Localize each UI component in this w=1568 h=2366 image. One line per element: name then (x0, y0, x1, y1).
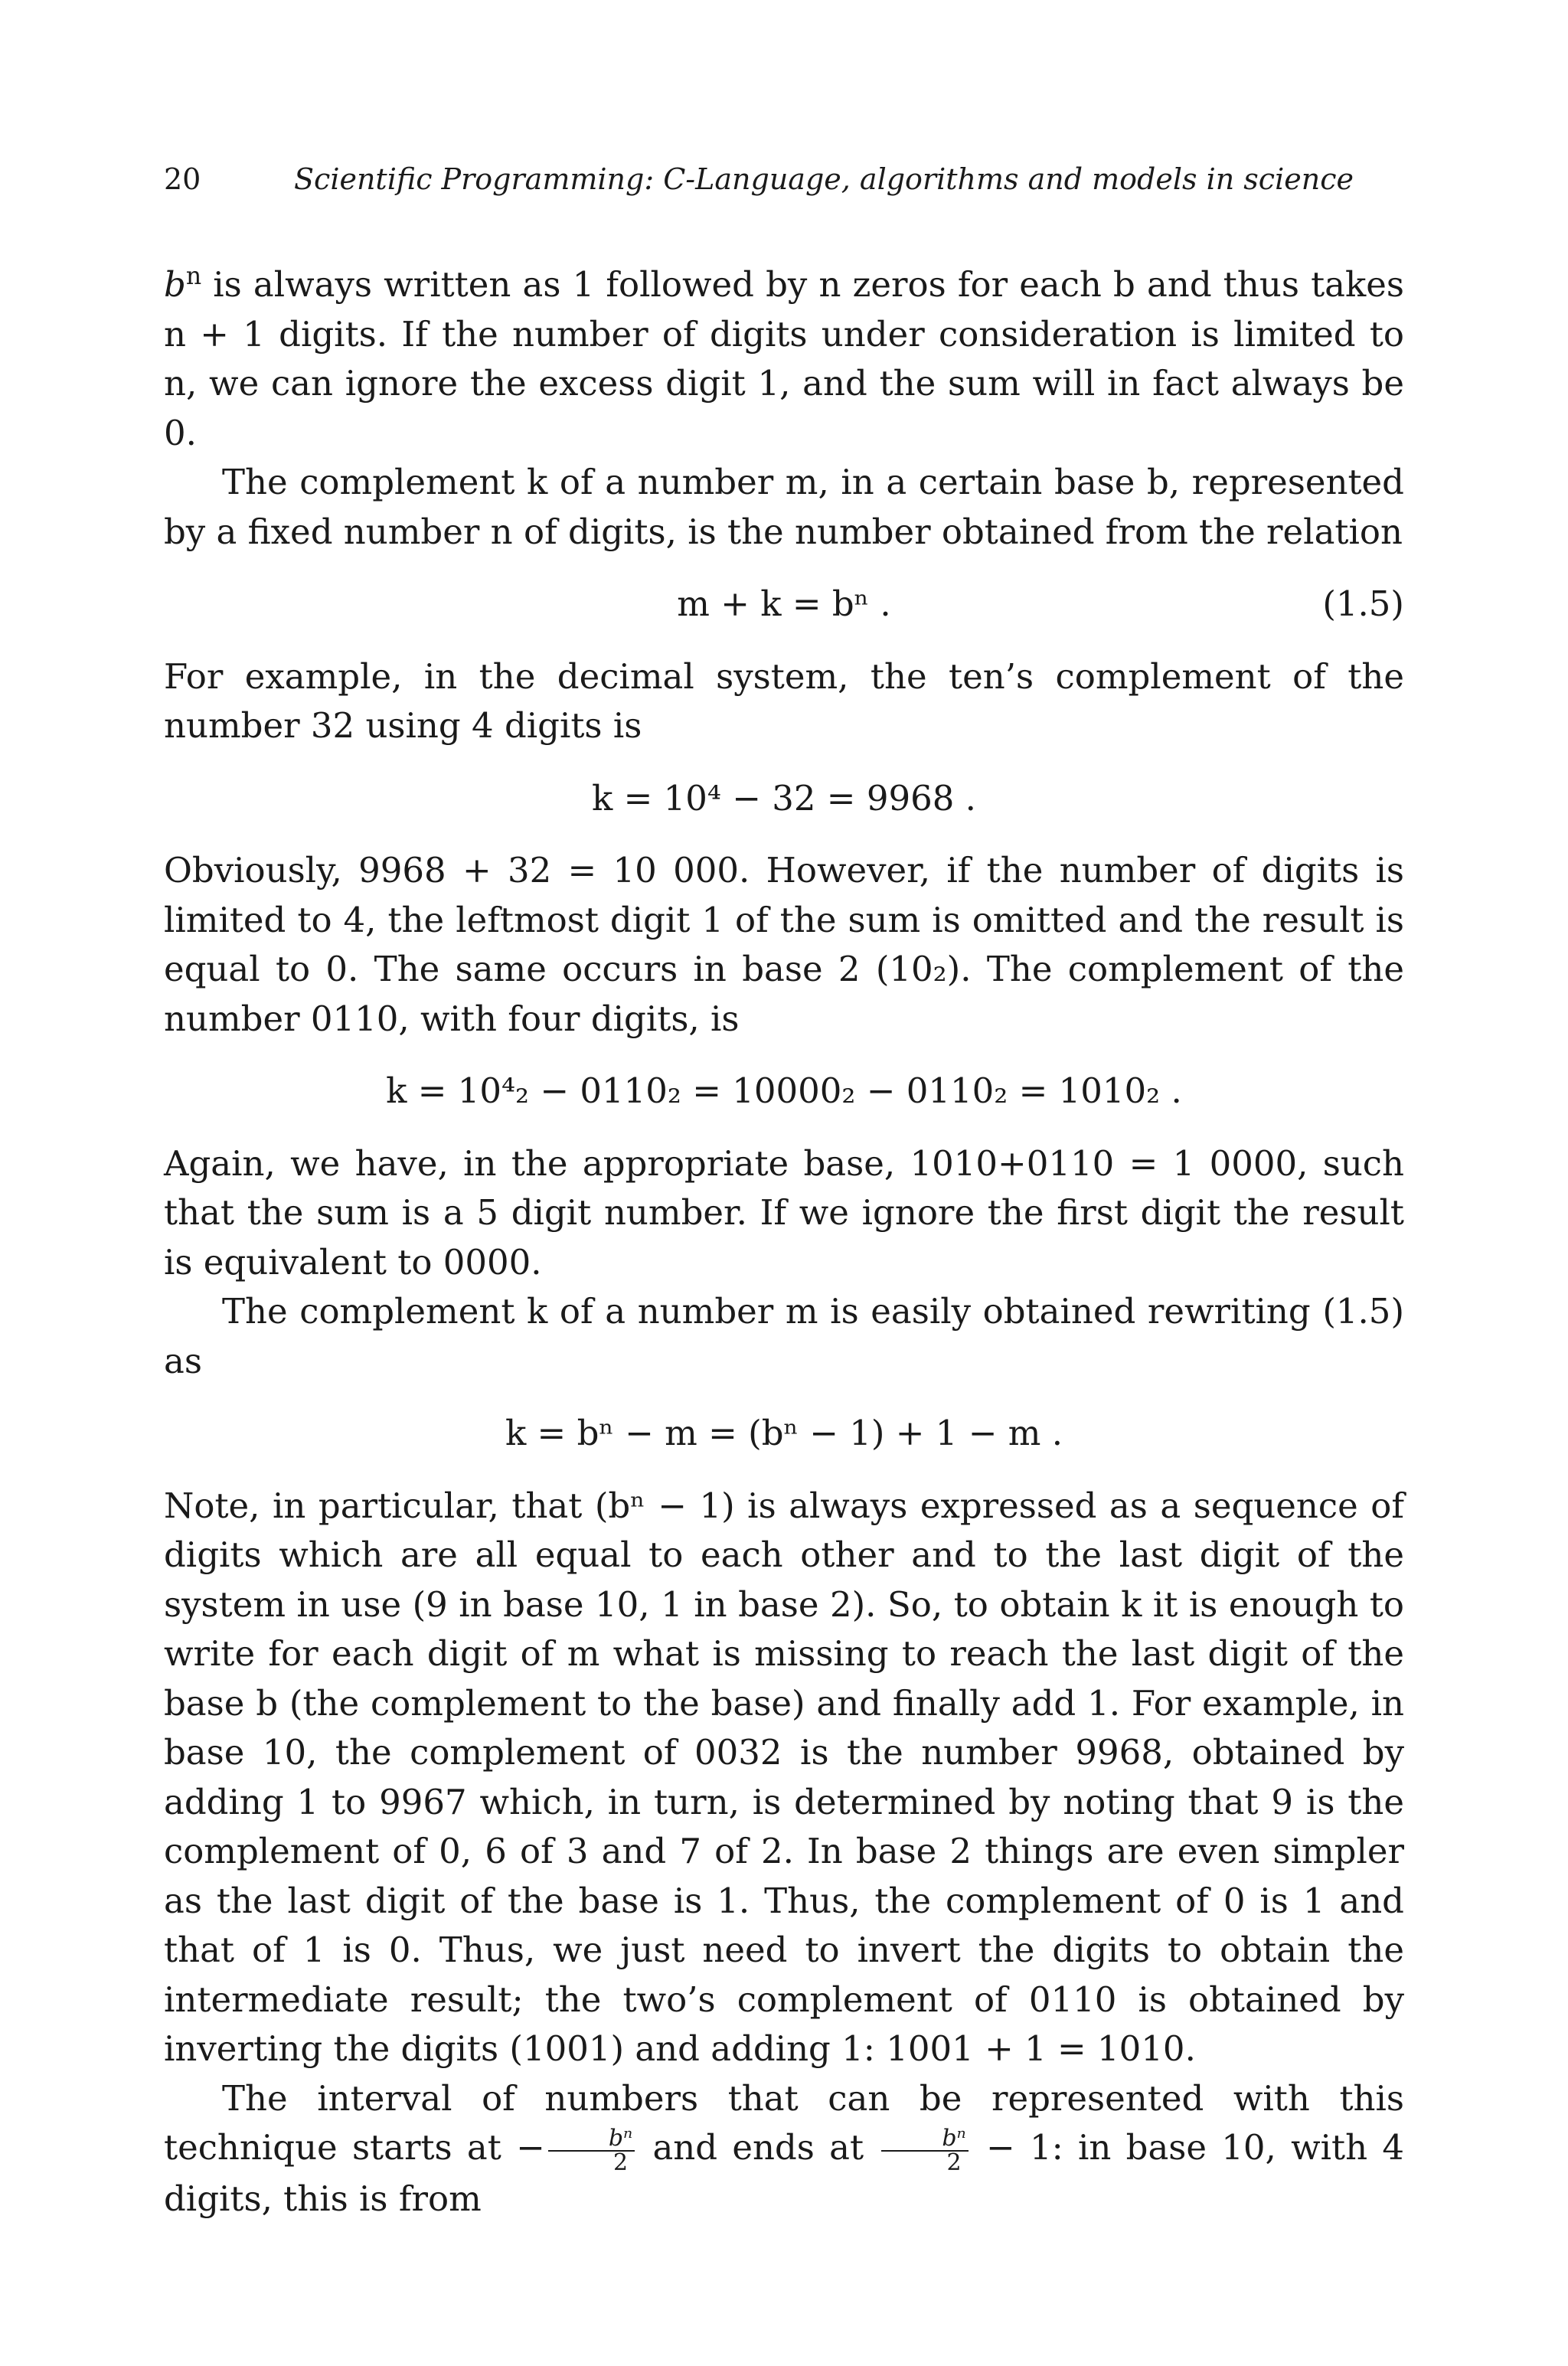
equation (164, 1067, 1404, 1116)
equation-body: k = 10⁴₂ − 0110₂ = 10000₂ − 0110₂ = 1010₂ . (386, 1070, 1182, 1111)
page-number: 20 (164, 162, 201, 196)
paragraph: Obviously, 9968 + 32 = 10 000. However, if the number of digits is limited to 4, the leftmost digit 1 of the sum is omitted and the result is equal to 0. The same occurs in base 2 (10₂). The complement of the number 0110, with four digits, is (164, 850, 1404, 1039)
paragraph: The complement k of a number m, in a certain base b, represented by a fixed number n of digits, is the number obtained from the relation (164, 462, 1404, 552)
equation-number: (1.5) (1322, 583, 1404, 624)
fraction: $\frac{\text{bⁿ}}{2}$ (548, 2127, 635, 2175)
page-body (164, 260, 1404, 2224)
running-header (164, 162, 1404, 205)
equation-1-5 (164, 580, 1404, 629)
equation-body: m + k = bⁿ . (677, 583, 891, 624)
equation (164, 774, 1404, 824)
paragraph: $b^n$ is always written as 1 followed by n zeros for each b and thus takes n + 1 digits. If the number of digits under consideration is limited to n, we can ignore the excess digit 1, and the sum will in fact always be 0. (164, 263, 1405, 453)
equation-body: k = bⁿ − m = (bⁿ − 1) + 1 − m . (505, 1413, 1063, 1453)
paragraph: The complement k of a number m is easily obtained rewriting (1.5) as (164, 1291, 1404, 1381)
equation-body: k = 10⁴ − 32 = 9968 . (592, 777, 976, 819)
paragraph: The interval of numbers that can be represented with this technique starts at − $\frac{\text{bⁿ}}{2}$ and ends at $\frac{\text{bⁿ}}{2}$ − 1: in base 10, with 4 digits, this is from (164, 2077, 1404, 2219)
paragraph: For example, in the decimal system, the ten’s complement of the number 32 using 4 digits is (164, 655, 1404, 746)
running-title: Scientific Programming: C-Language, algorithms and models in science (294, 162, 1354, 196)
equation (164, 1409, 1404, 1459)
fraction: $\frac{\text{bⁿ}}{2}$ (881, 2127, 968, 2175)
paragraph: Again, we have, in the appropriate base, 1010+0110 = 1 0000, such that the sum is a 5 digit number. If we ignore the first digit the result is equivalent to 0000. (164, 1142, 1404, 1283)
paragraph: Note, in particular, that (bⁿ − 1) is always expressed as a sequence of digits which are all equal to each other and to the last digit of the system in use (9 in base 10, 1 in base 2). So, to obtain k it is enough to write for each digit of m what is missing to reach the last digit of the base b (the complement to the base) and finally add 1. For example, in base 10, the complement of 0032 is the number 9968, obtained by adding 1 to 9967 which, in turn, is determined by noting that 9 is the complement of 0, 6 of 3 and 7 of 2. In base 2 things are even simpler as the last digit of the base is 1. Thus, the complement of 0 is 1 and that of 1 is 0. Thus, we just need to invert the digits to obtain the intermediate result; the two’s complement of 0110 is obtained by inverting the digits (1001) and adding 1: 1001 + 1 = 1010. (164, 1485, 1404, 2069)
